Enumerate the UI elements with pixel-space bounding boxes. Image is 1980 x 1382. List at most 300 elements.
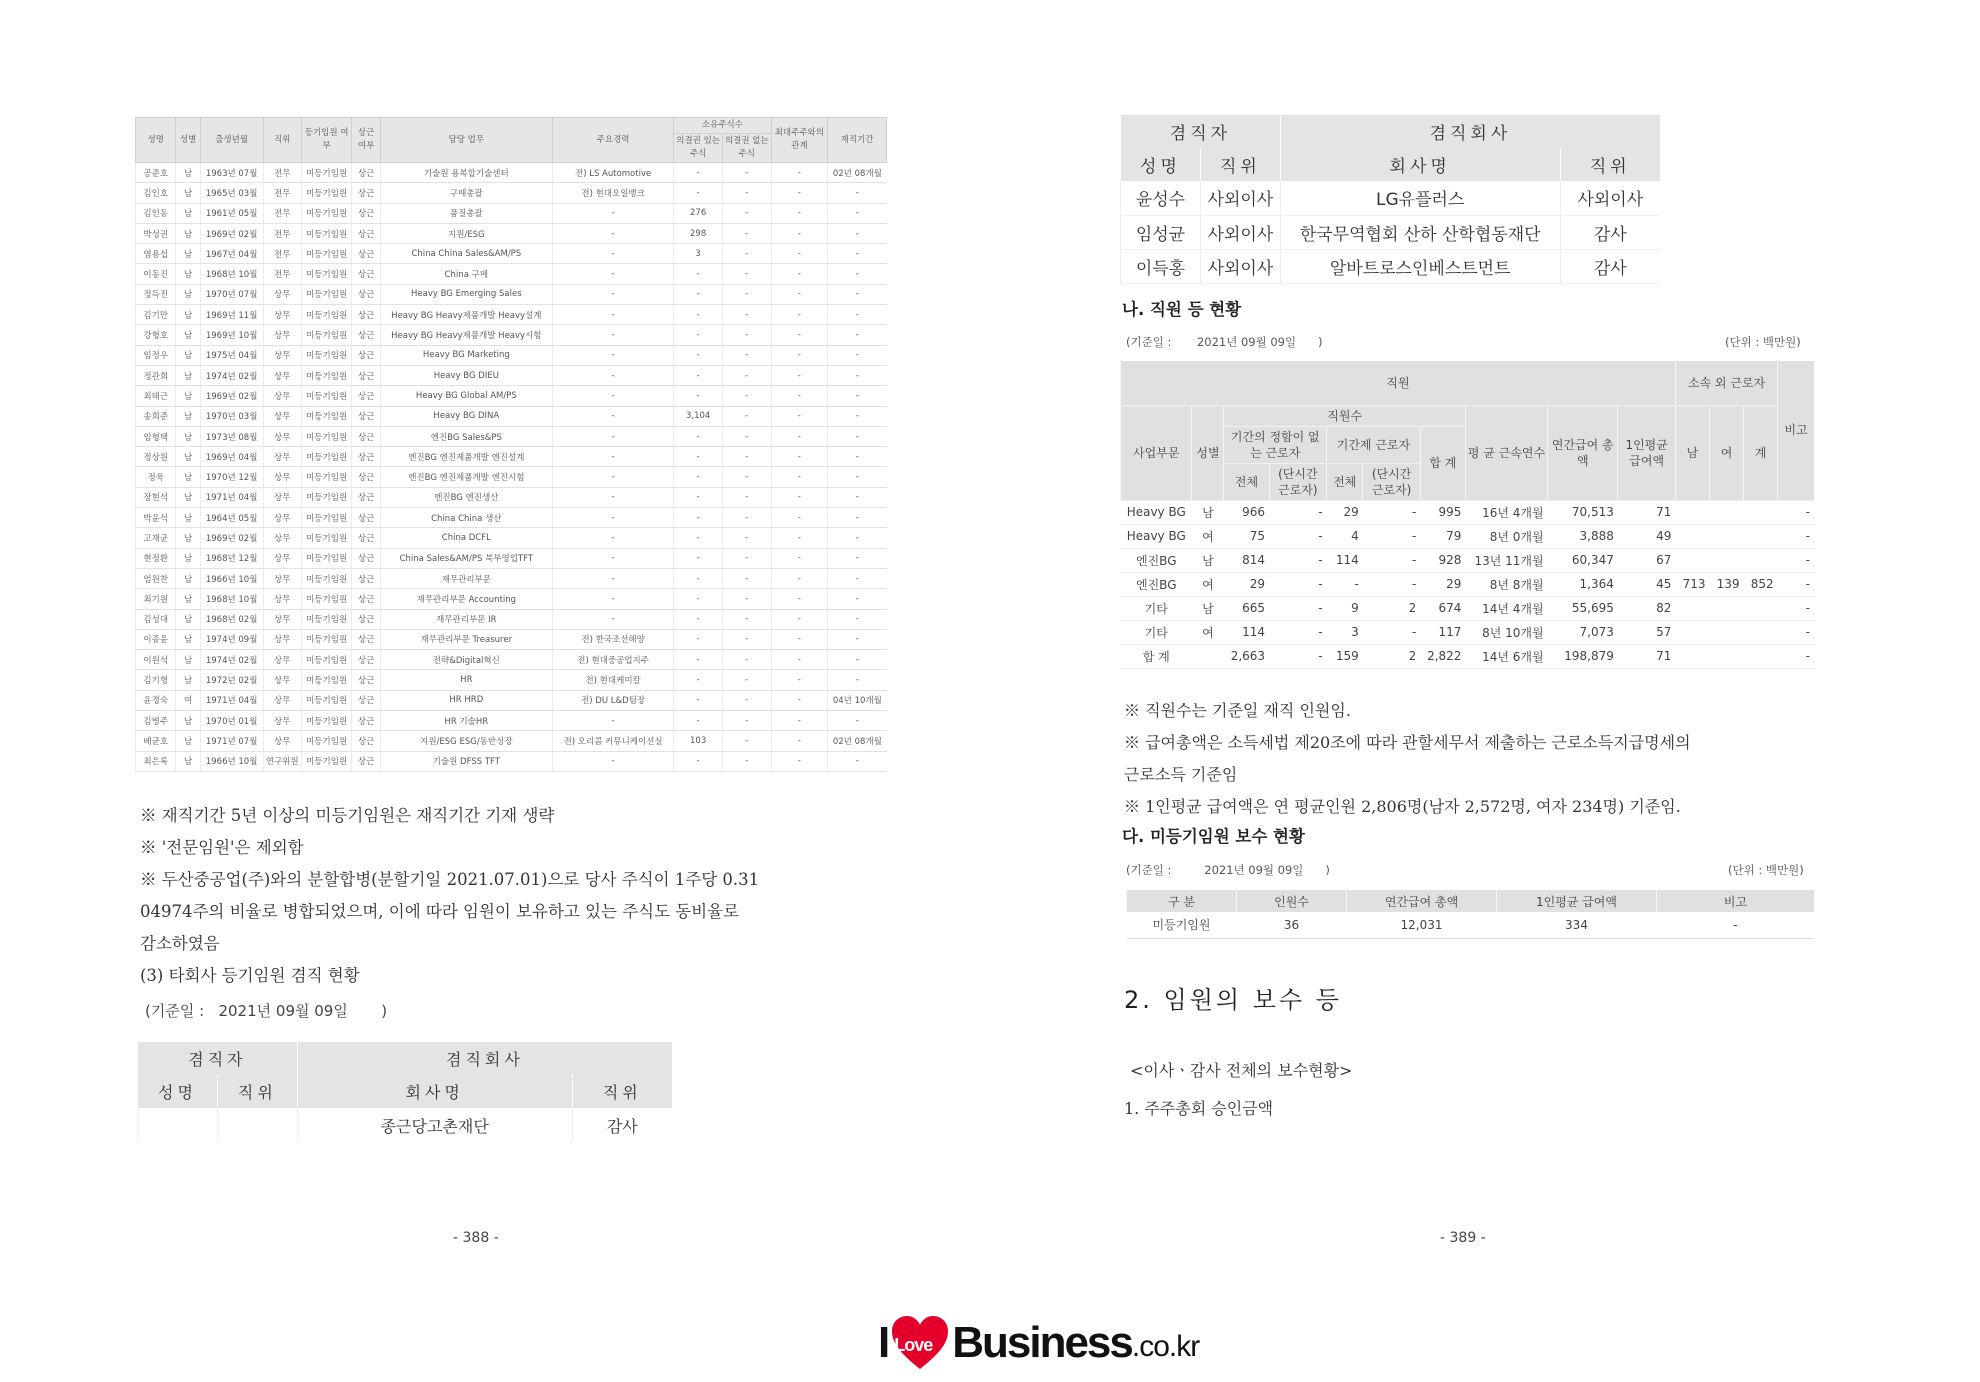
heart-icon [890,1315,950,1371]
table-cell: 1965년 03월 [200,183,263,203]
table-cell: 3,888 [1548,524,1618,548]
table-cell: 미등기임원 [301,487,352,507]
table-cell: 남 [176,325,200,345]
table-cell [1710,620,1744,644]
table-row [136,406,887,426]
table-row [136,325,887,345]
table-cell: 전략&Digital혁신 [380,650,552,670]
table-cell: 이동진 [136,264,176,284]
table-cell: 김인동 [136,203,176,223]
table-row: 미등기임원 36 12,031 334 - [1127,912,1815,938]
table-cell: 1969년 10월 [200,325,263,345]
executives-table [135,117,887,772]
header-part: (단시간 근로자) [1363,463,1421,500]
table-cell: 상근 [352,508,380,528]
table-cell: 공준호 [136,163,176,183]
table-row [1121,548,1815,572]
header-registered: 등기임원 여부 [301,118,352,163]
table-cell: 995 [1420,500,1465,524]
table-row [1121,644,1815,668]
table-cell: - [771,690,828,710]
table-cell: 정관희 [136,365,176,385]
table-cell: 상근 [352,284,380,304]
table-cell: 미등기임원 [301,751,352,771]
table-cell [1710,500,1744,524]
table-cell: 상근 [352,386,380,406]
table-cell [1744,500,1778,524]
table-cell: 미등기임원 [301,305,352,325]
table-cell: 276 [674,203,723,223]
table-cell [1675,596,1709,620]
table-cell: - [552,305,673,325]
table-cell: 미등기임원 [301,223,352,243]
table-cell: 상근 [352,325,380,345]
table-cell: - [828,305,887,325]
table-cell: 상근 [352,548,380,568]
table-cell: 남 [176,203,200,223]
header-female: 여 [1710,405,1744,500]
table-cell: 966 [1224,500,1269,524]
table-cell: - [771,264,828,284]
table-cell: - [771,365,828,385]
table-cell: 상근 [352,467,380,487]
table-cell: 남 [176,284,200,304]
table-cell: - [722,305,771,325]
header-nonvoting: 의결권 없는 주식 [722,134,771,163]
table-cell: 674 [1420,596,1465,620]
table-cell: Heavy BG [1121,524,1192,548]
table-cell: 미등기임원 [301,650,352,670]
table-row [136,305,887,325]
table-cell: 1973년 08월 [200,426,263,446]
table-cell: - [828,751,887,771]
table-cell: - [674,568,723,588]
table-cell: - [674,264,723,284]
table-cell: 기타 [1121,620,1192,644]
table-row: 윤성수 사외이사 LG유플러스 사외이사 [1121,181,1661,215]
table-cell [1675,644,1709,668]
table-cell: 1969년 02월 [200,223,263,243]
staff-heading: 나. 직원 등 현황 [1122,300,1242,319]
header-position: 직위 [1200,148,1280,181]
table-row [136,670,887,690]
table-row [136,203,887,223]
logo-business: Business [952,1318,1132,1367]
table-cell: 14년 4개월 [1465,596,1547,620]
table-row [1121,500,1815,524]
table-cell: 상근 [352,751,380,771]
table-cell: Heavy BG Global AM/PS [380,386,552,406]
table-cell: - [1363,524,1421,548]
table-cell: - [771,305,828,325]
table-row [136,731,887,751]
table-cell: 현정환 [136,548,176,568]
table-cell: - [674,163,723,183]
table-cell: 상근 [352,650,380,670]
table-cell: 1970년 12월 [200,467,263,487]
table-cell: 4 [1327,524,1363,548]
table-cell: 여 [176,690,200,710]
table-cell: 남 [1192,596,1224,620]
table-cell: 82 [1618,596,1676,620]
table-cell: - [722,223,771,243]
header-company: 겸직회사 [297,1042,672,1075]
table-cell: 엔진BG [1121,548,1192,572]
unregistered-base-date: (기준일 : 2021년 09월 09일 ) [1126,863,1330,877]
table-cell: 남 [176,528,200,548]
table-cell: 최태근 [136,386,176,406]
table-cell: 상근 [352,426,380,446]
table-cell: Heavy BG DINA [380,406,552,426]
table-row [136,589,887,609]
note-line: ※ 두산중공업(주)와의 분할합병(분할기일 2021.07.01)으로 당사 주식이 1주당 0.31 [140,870,760,889]
staff-base-date: (기준일 : 2021년 09월 09일 ) [1126,335,1323,349]
header-count: 직원수 [1224,405,1466,426]
table-cell: 71 [1618,500,1676,524]
note-line: ※ 직원수는 기준일 재직 인원임. [1124,701,1351,720]
table-cell: 8년 10개월 [1465,620,1547,644]
table-cell: 29 [1224,572,1269,596]
table-cell: 67 [1618,548,1676,572]
table-cell: 상근 [352,447,380,467]
table-row: 종근당고촌재단 감사 [138,1108,673,1142]
table-cell: - [1778,524,1814,548]
table-cell: 장현석 [136,487,176,507]
table-cell: 미등기임원 [301,690,352,710]
table-cell: - [771,325,828,345]
table-cell: 상근 [352,731,380,751]
table-cell: - [552,751,673,771]
note-line: ※ '전문임원'은 제외함 [140,838,304,857]
table-cell: 70,513 [1548,500,1618,524]
table-cell: 상근 [352,690,380,710]
table-cell: 117 [1420,620,1465,644]
table-cell: - [552,325,673,345]
table-cell: 1974년 09월 [200,629,263,649]
table-cell: 3,104 [674,406,723,426]
table-cell: 이원석 [136,650,176,670]
table-cell: - [722,528,771,548]
table-cell: - [674,589,723,609]
table-cell [1710,524,1744,548]
table-cell: - [674,305,723,325]
table-cell: 전무 [263,264,301,284]
table-cell: - [828,650,887,670]
table-row [136,365,887,385]
table-row [136,629,887,649]
table-cell: - [722,406,771,426]
table-cell: 상무 [263,426,301,446]
table-cell: 남 [176,589,200,609]
table-cell: 남 [176,406,200,426]
table-cell: 미등기임원 [301,264,352,284]
table-cell: - [552,345,673,365]
table-cell: 남 [176,508,200,528]
table-cell: 상근 [352,670,380,690]
note-line: ※ 재직기간 5년 이상의 미등기임원은 재직기간 기재 생략 [140,806,555,825]
table-cell: - [771,345,828,365]
table-cell: - [674,386,723,406]
table-row [136,447,887,467]
table-cell: 남 [1192,548,1224,572]
table-cell: - [771,183,828,203]
table-cell: 정욱 [136,467,176,487]
table-cell: - [771,528,828,548]
table-cell: - [771,284,828,304]
table-cell: - [552,548,673,568]
table-cell: - [552,264,673,284]
table-cell: 미등기임원 [301,528,352,548]
table-cell: China DCFL [380,528,552,548]
table-cell: 상무 [263,508,301,528]
table-cell: 김기형 [136,670,176,690]
table-cell: 남 [176,426,200,446]
table-cell: - [674,548,723,568]
table-cell: - [552,609,673,629]
table-cell: - [722,589,771,609]
table-cell: - [674,426,723,446]
table-cell: 1968년 02월 [200,609,263,629]
table-cell: 미등기임원 [301,325,352,345]
table-cell: 재무관리부문 Treasurer [380,629,552,649]
table-cell: 전무 [263,203,301,223]
table-cell: 전무 [263,223,301,243]
table-cell: 임정우 [136,345,176,365]
table-cell: - [722,284,771,304]
table-cell: 114 [1224,620,1269,644]
table-cell: - [771,163,828,183]
table-cell: 전) DU L&D팀장 [552,690,673,710]
table-cell: - [828,447,887,467]
table-cell: 상무 [263,325,301,345]
table-cell: HR HRD [380,690,552,710]
table-cell: - [674,467,723,487]
table-cell: 남 [176,711,200,731]
table-cell: - [771,589,828,609]
table-cell: - [674,325,723,345]
header-company: 겸직회사 [1280,115,1660,148]
page-389 [1120,0,1820,1300]
header-total-pay: 연간급여 총액 [1347,890,1497,912]
logo-domain: .co.kr [1131,1330,1200,1363]
table-cell: - [771,406,828,426]
staff-table [1120,361,1814,669]
table-row [1121,620,1815,644]
table-cell: - [722,629,771,649]
note-line: 근로소득 기준임 [1124,765,1238,784]
table-cell: 1969년 11월 [200,305,263,325]
table-cell: 남 [176,548,200,568]
table-cell: - [722,711,771,731]
table-cell [1675,620,1709,644]
table-cell: 기술원 용복합기술센터 [380,163,552,183]
table-cell: 지원/ESG [380,223,552,243]
header-sex: 성별 [176,118,200,163]
table-cell: 미등기임원 [301,568,352,588]
table-cell: - [722,386,771,406]
table-cell: HR 기술HR [380,711,552,731]
table-cell: 김인호 [136,183,176,203]
table-cell: - [674,670,723,690]
table-cell: 2 [1363,644,1421,668]
header-fulltime: 상근 여부 [352,118,380,163]
table-cell: 1966년 10월 [200,568,263,588]
table-cell: - [552,365,673,385]
table-cell [1675,524,1709,548]
header-annual: 연간급여 총 액 [1548,405,1618,500]
table-cell: 713 [1675,572,1709,596]
executive-notes [140,800,860,992]
table-cell: 미등기임원 [301,629,352,649]
page-number: - 389 - [1440,1230,1486,1246]
table-cell: 미등기임원 [301,183,352,203]
table-cell: - [674,345,723,365]
table-cell: - [674,690,723,710]
table-cell: 1967년 04월 [200,244,263,264]
table-row [136,183,887,203]
table-cell: - [674,711,723,731]
table-cell: 1966년 10월 [200,751,263,771]
table-cell: - [552,203,673,223]
table-cell: 엔진BG 엔진생산 [380,487,552,507]
note-line: ※ 1인평균 급여액은 연 평균인원 2,806명(남자 2,572명, 여자 234명) 기준임. [1124,797,1681,816]
table-row [1121,596,1815,620]
table-cell: - [674,487,723,507]
table-cell: 7,073 [1548,620,1618,644]
table-cell: - [674,447,723,467]
table-cell: 미등기임원 [301,386,352,406]
table-cell: - [552,426,673,446]
table-cell: - [828,589,887,609]
table-row: 이득홍 사외이사 알바트로스인베스트먼트 감사 [1121,249,1661,283]
table-cell: 02년 08개월 [828,731,887,751]
table-cell: - [1778,548,1814,572]
table-cell: - [1269,548,1327,572]
table-cell: China China Sales&AM/PS [380,244,552,264]
table-cell: 상근 [352,163,380,183]
table-cell: 합 계 [1121,644,1192,668]
table-cell: 미등기임원 [301,406,352,426]
table-cell: - [771,629,828,649]
page-388 [135,0,895,1300]
header-career: 주요경력 [552,118,673,163]
header-avg-pay: 1인평균 급여액 [1497,890,1657,912]
header-position: 직위 [217,1075,297,1108]
table-cell: 임형택 [136,426,176,446]
table-cell: - [722,670,771,690]
table-row [136,223,887,243]
table-cell: - [722,609,771,629]
table-cell: - [674,629,723,649]
table-row [136,345,887,365]
table-cell: - [1363,500,1421,524]
table-cell: - [722,264,771,284]
header-name: 성명 [136,118,176,163]
table-cell: Heavy BG DIEU [380,365,552,385]
table-cell: - [552,711,673,731]
section-title: 2. 임원의 보수 등 [1124,986,1342,1014]
table-cell: 57 [1618,620,1676,644]
table-cell: - [828,223,887,243]
table-cell: 1971년 07월 [200,731,263,751]
table-cell: - [722,365,771,385]
table-row [1121,524,1815,548]
table-cell: 김기만 [136,305,176,325]
table-cell: 1974년 02월 [200,365,263,385]
table-cell: 1964년 05월 [200,508,263,528]
table-cell: - [828,386,887,406]
table-cell: - [722,568,771,588]
table-cell: 상무 [263,487,301,507]
subsection-item: 1. 주주총회 승인금액 [1124,1099,1274,1118]
table-cell: China 구매 [380,264,552,284]
table-cell: - [771,203,828,223]
header-voting: 의결권 있는 주식 [674,134,723,163]
table-cell: 상근 [352,568,380,588]
table-cell: 남 [176,244,200,264]
table-cell: - [828,183,887,203]
table-cell: 71 [1618,644,1676,668]
table-cell: - [552,406,673,426]
table-cell: 상근 [352,345,380,365]
table-cell: 미등기임원 [301,548,352,568]
table-cell: - [828,609,887,629]
table-cell: 재무관리부문 Accounting [380,589,552,609]
header-total: 전체 [1224,463,1269,500]
table-cell [1744,620,1778,644]
page-number: - 388 - [453,1230,499,1246]
table-cell: 상무 [263,711,301,731]
table-cell: - [1327,572,1363,596]
table-cell: 미등기임원 [301,284,352,304]
table-cell: 미등기임원 [301,609,352,629]
table-cell [1675,500,1709,524]
table-cell: 상근 [352,487,380,507]
table-cell: 남 [176,609,200,629]
table-cell: China Sales&AM/PS 북부영업TFT [380,548,552,568]
table-cell: 1975년 04월 [200,345,263,365]
table-cell: 미등기임원 [301,670,352,690]
table-cell: 상무 [263,670,301,690]
table-cell: 미등기임원 [301,447,352,467]
header-shares: 소유주식수 [674,118,771,134]
table-cell: 기타 [1121,596,1192,620]
table-cell: 상근 [352,264,380,284]
table-cell: 상근 [352,183,380,203]
table-cell: - [1778,500,1814,524]
table-cell: - [1778,572,1814,596]
table-cell: 8년 8개월 [1465,572,1547,596]
table-cell: - [828,508,887,528]
header-sum: 합 계 [1420,426,1465,500]
table-cell: 여 [1192,572,1224,596]
table-cell: 미등기임원 [301,589,352,609]
header-division: 사업부문 [1121,405,1192,500]
table-cell: - [771,548,828,568]
table-cell: 남 [176,223,200,243]
ilovebusiness-logo [878,1312,1199,1374]
table-cell: 852 [1744,572,1778,596]
table-cell: 미등기임원 [301,345,352,365]
table-row [136,508,887,528]
table-cell: 60,347 [1548,548,1618,572]
table-cell: 김병주 [136,711,176,731]
table-cell: 2,822 [1420,644,1465,668]
table-cell: - [722,447,771,467]
header-male: 남 [1675,405,1709,500]
table-cell: - [552,244,673,264]
table-cell: - [771,447,828,467]
